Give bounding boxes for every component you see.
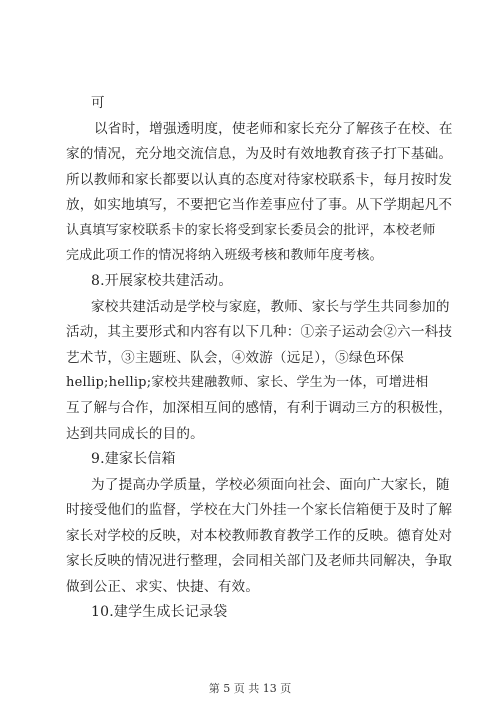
text-line: 所以教师和家长都要以认真的态度对待家校联系卡，每月按时发 (66, 172, 453, 188)
text-line: 达到共同成长的目的。 (66, 426, 204, 442)
text-line: 互了解与合作，加深相互间的感情，有利于调动三方的积极性， (66, 400, 453, 416)
text-line: hellip;hellip;家校共建融教师、家长、学生为一体，可增进相 (66, 375, 429, 390)
text-line: 艺术节，③主题班、队会，④效游（远足），⑤绿色环保 (66, 350, 405, 366)
text-line: 放，如实地填写，不要把它当作差事应付了事。从下学期起凡不 (66, 197, 453, 213)
text-line: 认真填写家校联系卡的家长将受到家长委员会的批评，本校老师 (66, 223, 436, 238)
section-heading-10: 10.建学生成长记录袋 (91, 604, 228, 620)
text-line: 可 (91, 95, 105, 111)
section-heading-9: 9.建家长信箱 (91, 451, 176, 467)
text-line: 家的情况，充分地交流信息，为及时有效地教育孩子打下基础。 (66, 146, 453, 162)
text-line: 完成此项工作的情况将纳入班级考核和教师年度考核。 (66, 248, 383, 263)
text-line: 时接受他们的监督，学校在大门外挂一个家长信箱便于及时了解 (66, 502, 453, 518)
section-heading-8: 8.开展家校共建活动。 (91, 273, 233, 289)
text-line: 以省时，增强透明度，使老师和家长充分了解孩子在校、在 (94, 121, 453, 137)
text-line: 家长反映的情况进行整理，会同相关部门及老师共同解决，争取 (66, 553, 453, 569)
text-line: 家长对学校的反映，对本校教师教育教学工作的反映。德育处对 (66, 528, 453, 544)
text-line: 家校共建活动是学校与家庭，教师、家长与学生共同参加的 (91, 299, 450, 315)
text-line: 做到公正、求实、快捷、有效。 (66, 579, 260, 595)
text-line: 为了提高办学质量，学校必须面向社会、面向广大家长，随 (91, 477, 450, 493)
text-line: 活动，其主要形式和内容有以下几种：①亲子运动会②六一科技 (66, 324, 453, 340)
page-footer: 第 5 页 共 13 页 (208, 682, 292, 695)
